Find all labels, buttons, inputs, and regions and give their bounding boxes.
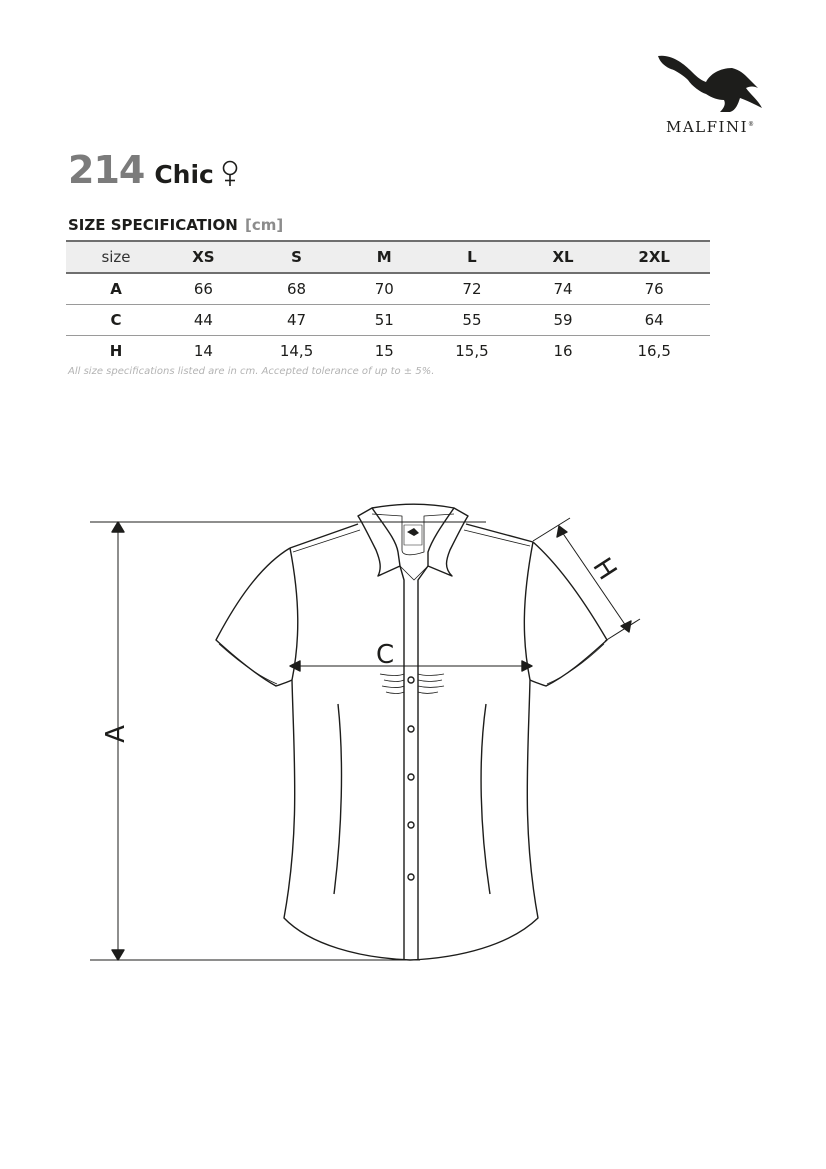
table-cell: 44 <box>193 311 213 329</box>
row-label: A <box>110 280 122 298</box>
product-title <box>68 148 240 192</box>
size-table <box>66 240 710 366</box>
table-cell: 15 <box>374 342 394 360</box>
female-symbol-icon <box>220 160 240 188</box>
table-cell: 59 <box>553 311 573 329</box>
table-cell: 70 <box>374 280 394 298</box>
row-label: C <box>110 311 122 329</box>
shirt-drawing <box>0 490 826 980</box>
table-cell: 14 <box>193 342 213 360</box>
dimension-label-h: H <box>586 552 623 586</box>
table-cell: 74 <box>553 280 573 298</box>
table-row <box>66 305 710 336</box>
table-header-cell: 2XL <box>638 248 670 266</box>
table-cell: 72 <box>462 280 482 298</box>
spec-heading-text: SIZE SPECIFICATION <box>68 216 238 234</box>
model-number: 214 <box>68 148 145 192</box>
spec-unit: [cm] <box>245 216 284 234</box>
spec-heading <box>68 216 283 234</box>
table-cell: 64 <box>644 311 664 329</box>
table-cell: 14,5 <box>279 342 314 360</box>
table-row <box>66 273 710 305</box>
table-cell: 16 <box>553 342 573 360</box>
table-cell: 76 <box>644 280 664 298</box>
brand-name: MALFINI <box>665 118 749 136</box>
table-cell: 66 <box>193 280 213 298</box>
table-header-cell: size <box>101 248 131 266</box>
eagle-logo-icon <box>640 48 780 118</box>
table-header-cell: XL <box>552 248 574 266</box>
table-cell: 51 <box>374 311 394 329</box>
registered-mark: ® <box>748 121 755 128</box>
table-cell: 47 <box>287 311 307 329</box>
table-cell: 16,5 <box>637 342 671 360</box>
table-header-row <box>66 241 710 273</box>
model-name: Chic <box>154 160 214 189</box>
table-cell: 68 <box>287 280 307 298</box>
dimension-label-c: C <box>376 640 395 670</box>
dimension-label-a: A <box>101 725 131 743</box>
brand-wordmark <box>640 118 780 136</box>
table-header-cell: XS <box>192 248 215 266</box>
table-header-cell: M <box>376 248 392 266</box>
table-cell: 55 <box>462 311 482 329</box>
row-label: H <box>109 342 123 360</box>
table-cell: 15,5 <box>455 342 489 360</box>
table-header-cell: L <box>467 248 477 266</box>
tolerance-note: All size specifications listed are in cm. Accepted tolerance of up to ± 5%. <box>68 366 435 377</box>
table-header-cell: S <box>291 248 302 266</box>
table-row <box>66 336 710 367</box>
